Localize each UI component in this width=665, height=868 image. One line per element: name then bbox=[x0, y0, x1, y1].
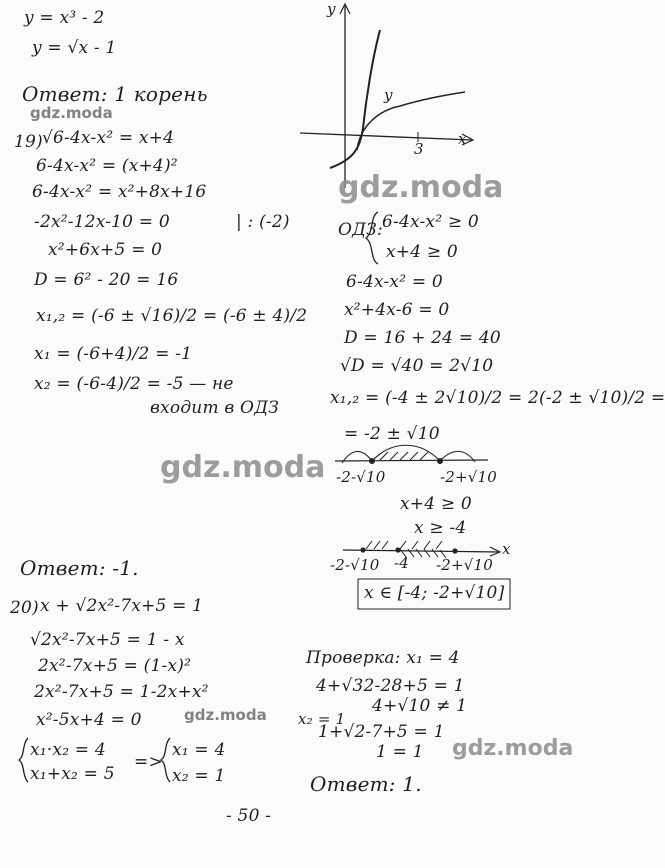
odz-line-5: x₁,₂ = (-4 ± 2√10)/2 = 2(-2 ± √10)/2 = bbox=[330, 388, 665, 408]
p19-line-7: x₁,₂ = (-6 ± √16)/2 = (-6 ± 4)/2 bbox=[36, 306, 308, 326]
graph-y-label: y bbox=[327, 0, 336, 18]
watermark-5: gdz.moda bbox=[452, 736, 574, 761]
check-line-2: 4+√10 ≠ 1 bbox=[372, 696, 468, 716]
root-2: x₂ = 1 bbox=[172, 766, 226, 786]
number-line-2-point-a bbox=[360, 547, 365, 552]
axis2-label-1: -2-√10 bbox=[330, 556, 380, 574]
watermark-1: gdz.moda bbox=[30, 104, 113, 122]
odz-line-2: x²+4x-6 = 0 bbox=[344, 300, 450, 320]
odz-line-4: √D = √40 = 2√10 bbox=[340, 356, 494, 376]
root-1: x₁ = 4 bbox=[172, 740, 226, 760]
graph-cubic-curve bbox=[330, 30, 380, 168]
answer-1: Ответ: 1 корень bbox=[22, 82, 208, 106]
vieta-brace bbox=[19, 738, 28, 782]
page-number: - 50 - bbox=[226, 806, 272, 826]
equation-sqrt: y = √x - 1 bbox=[32, 38, 117, 58]
check-title: Проверка: x₁ = 4 bbox=[306, 648, 460, 668]
graph-sqrt-curve bbox=[357, 92, 465, 150]
check-line-4: 1+√2-7+5 = 1 bbox=[318, 722, 445, 742]
number-line-1-point-right bbox=[437, 458, 443, 464]
number-line-2 bbox=[343, 550, 500, 552]
p19-line-9: x₂ = (-6-4)/2 = -5 — не bbox=[34, 374, 234, 394]
graph-curve-label: y bbox=[384, 86, 393, 104]
graph-x-label: x bbox=[458, 130, 467, 148]
check-line-3: x₂ = 1 bbox=[298, 710, 346, 728]
p19-line-5: x²+6x+5 = 0 bbox=[48, 240, 163, 260]
p19-line-8: x₁ = (-6+4)/2 = -1 bbox=[34, 344, 193, 364]
odz-condition-4: x ≥ -4 bbox=[414, 518, 467, 538]
problem-19-number: 19) bbox=[14, 132, 43, 152]
axis2-label-3: -2+√10 bbox=[436, 556, 494, 574]
graph-x-axis bbox=[300, 133, 472, 140]
p19-line-1: √6-4x-x² = x+4 bbox=[42, 128, 175, 148]
watermark-2: gdz.moda bbox=[338, 170, 504, 205]
answer-19: Ответ: -1. bbox=[20, 556, 139, 580]
p20-line-5: x²-5x+4 = 0 bbox=[36, 710, 142, 730]
implies-arrow: => bbox=[134, 752, 163, 772]
axis1-left-label: -2-√10 bbox=[336, 468, 386, 486]
number-line-1-hatch bbox=[380, 452, 428, 460]
p19-line-6: D = 6² - 20 = 16 bbox=[34, 270, 179, 290]
check-line-5: 1 = 1 bbox=[376, 742, 424, 762]
odz-line-6: = -2 ± √10 bbox=[344, 424, 440, 444]
watermark-4: gdz.moda bbox=[184, 706, 267, 724]
number-line-2-point-c bbox=[452, 548, 457, 553]
p20-line-2: √2x²-7x+5 = 1 - x bbox=[30, 630, 185, 650]
odz-line-3: D = 16 + 24 = 40 bbox=[344, 328, 501, 348]
odz-condition-2: x+4 ≥ 0 bbox=[386, 242, 458, 262]
number-line-2-point-b bbox=[395, 547, 400, 552]
p19-line-2: 6-4x-x² = (x+4)² bbox=[36, 156, 178, 176]
answer-20: Ответ: 1. bbox=[310, 772, 422, 796]
axis2-label-4: x bbox=[502, 540, 511, 558]
axis2-label-2: -4 bbox=[394, 554, 410, 572]
number-line-1-point-left bbox=[369, 458, 375, 464]
odz-result: x ∈ [-4; -2+√10] bbox=[364, 583, 505, 603]
vieta-2: x₁+x₂ = 5 bbox=[30, 764, 115, 784]
watermark-3: gdz.moda bbox=[160, 450, 326, 485]
equation-cubic: y = x³ - 2 bbox=[24, 8, 105, 28]
graph-tick-label: 3 bbox=[414, 140, 424, 158]
problem-20-number: 20) bbox=[10, 598, 39, 618]
p19-divide-note: | : (-2) bbox=[236, 212, 290, 232]
axis1-right-label: -2+√10 bbox=[440, 468, 498, 486]
p20-line-4: 2x²-7x+5 = 1-2x+x² bbox=[34, 682, 209, 702]
p19-line-3: 6-4x-x² = x²+8x+16 bbox=[32, 182, 207, 202]
check-line-1: 4+√32-28+5 = 1 bbox=[316, 676, 465, 696]
odz-condition-3: x+4 ≥ 0 bbox=[400, 494, 472, 514]
vieta-1: x₁·x₂ = 4 bbox=[30, 740, 106, 760]
odz-line-1: 6-4x-x² = 0 bbox=[346, 272, 443, 292]
p20-line-3: 2x²-7x+5 = (1-x)² bbox=[38, 656, 192, 676]
p20-line-1: x + √2x²-7x+5 = 1 bbox=[40, 596, 204, 616]
odz-condition-1: 6-4x-x² ≥ 0 bbox=[382, 212, 479, 232]
odz-label: ОДЗ: bbox=[338, 220, 383, 240]
p19-line-10: входит в ОДЗ bbox=[150, 398, 280, 418]
number-line-1 bbox=[335, 460, 488, 461]
p19-line-4: -2x²-12x-10 = 0 bbox=[34, 212, 170, 232]
